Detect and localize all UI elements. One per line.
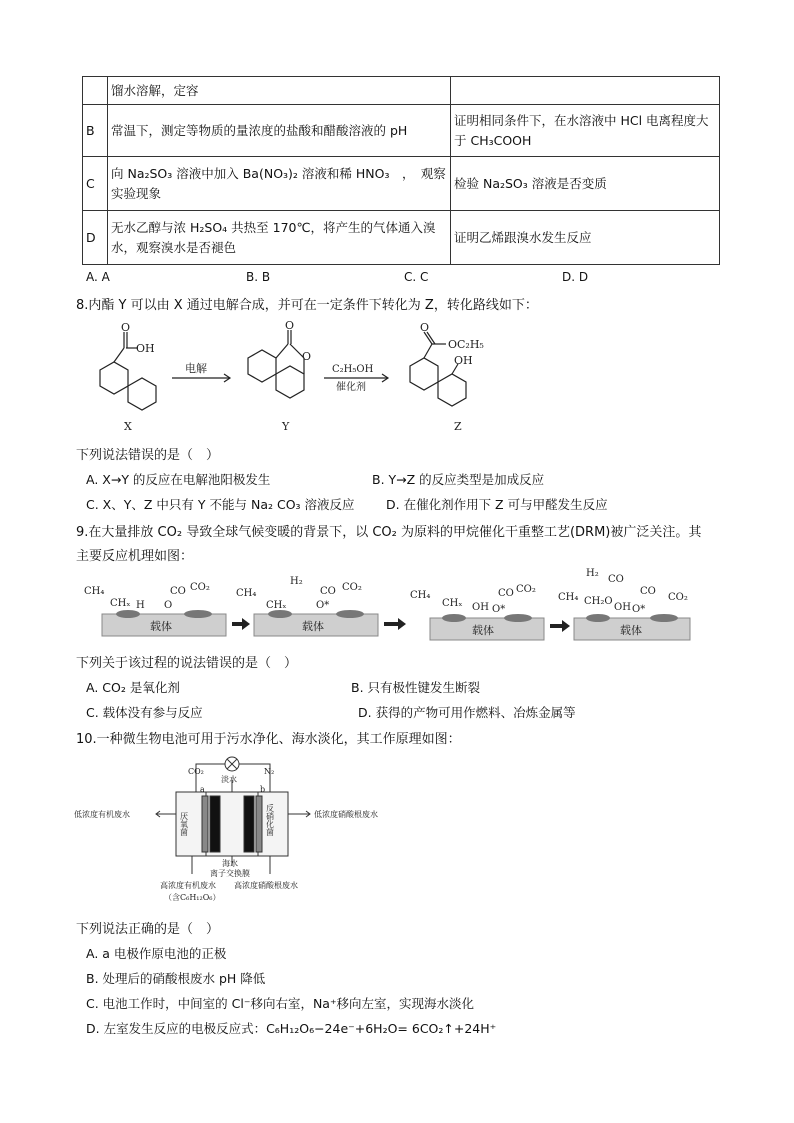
x-o-label: O bbox=[121, 321, 131, 334]
table-row bbox=[83, 77, 720, 105]
y-ring-o-label: O bbox=[302, 350, 312, 363]
table-cell-goal: 证明相同条件下，在水溶液中 HCl 电离程度大于 CH₃COOH bbox=[451, 105, 720, 157]
p3-co: CO bbox=[498, 588, 514, 599]
q9-ask: 下列关于该过程的说法错误的是（ ） bbox=[76, 656, 298, 671]
q7-option-b[interactable]: B. B bbox=[246, 270, 271, 284]
in-left-label: 高浓度有机废水 bbox=[160, 881, 216, 890]
table-row bbox=[83, 105, 720, 157]
q7-option-c[interactable]: C. C bbox=[404, 270, 429, 284]
q9-option-b[interactable]: B. 只有极性键发生断裂 bbox=[351, 680, 481, 695]
q8-option-c[interactable]: C. X、Y、Z 中只有 Y 不能与 Na₂ CO₃ 溶液反应 bbox=[86, 497, 355, 512]
z-o-label: O bbox=[420, 321, 430, 334]
molecule-z bbox=[410, 321, 484, 433]
table-cell-label: B bbox=[83, 105, 108, 157]
table-cell-operation: 向 Na₂SO₃ 溶液中加入 Ba(NO₃)₂ 溶液和稀 HNO₃ ， 观察实验现象 bbox=[108, 157, 451, 211]
table-cell-goal bbox=[451, 77, 720, 105]
q9-option-c[interactable]: C. 载体没有参与反应 bbox=[86, 705, 203, 720]
y-label: Y bbox=[282, 420, 290, 433]
q9-mechanism-diagram bbox=[80, 566, 700, 646]
q8-option-d[interactable]: D. 在催化剂作用下 Z 可与甲醛发生反应 bbox=[386, 497, 608, 512]
table-cell-goal: 检验 Na₂SO₃ 溶液是否变质 bbox=[451, 157, 720, 211]
right-bacteria-label: 反硝化菌 bbox=[265, 804, 275, 836]
p3-oh: OH bbox=[472, 602, 489, 613]
co2-label: CO₂ bbox=[188, 767, 204, 776]
experiment-table bbox=[82, 76, 720, 265]
support-label-4: 载体 bbox=[620, 624, 642, 637]
q9-stem-line1: 9.在大量排放 CO₂ 导致全球气候变暖的背景下，以 CO₂ 为原料的甲烷催化干重整工艺(DRM)被广泛关注。其 bbox=[76, 525, 702, 540]
p3-co2: CO₂ bbox=[516, 584, 536, 595]
p2-co: CO bbox=[320, 586, 336, 597]
q8-reaction-scheme bbox=[70, 318, 530, 436]
p1-chx: CHₓ bbox=[110, 598, 131, 609]
left-bacteria-label: 厌氧菌 bbox=[179, 812, 189, 836]
q9-option-d[interactable]: D. 获得的产物可用作燃料、冶炼金属等 bbox=[358, 705, 576, 720]
molecule-x bbox=[100, 321, 156, 433]
q10-option-d[interactable]: D. 左室发生反应的电极反应式：C₆H₁₂O₆−24e⁻+6H₂O= 6CO₂↑+24H⁺ bbox=[86, 1021, 497, 1036]
arrow-catalyst-label: 催化剂 bbox=[336, 382, 366, 393]
support-label-3: 载体 bbox=[472, 624, 494, 637]
q10-stem: 10.一种微生物电池可用于污水净化、海水淡化，其工作原理如图： bbox=[76, 732, 461, 747]
p2-ch4: CH₄ bbox=[236, 588, 257, 599]
q10-option-c[interactable]: C. 电池工作时，中间室的 Cl⁻移向右室，Na⁺移向左室，实现海水淡化 bbox=[86, 996, 475, 1011]
table-cell-operation: 无水乙醇与浓 H₂SO₄ 共热至 170℃，将产生的气体通入溴水，观察溴水是否褪色 bbox=[108, 211, 451, 265]
z-oh-label: OH bbox=[454, 354, 473, 367]
p4-co2: CO₂ bbox=[668, 592, 688, 603]
p1-ch4: CH₄ bbox=[84, 586, 105, 597]
membrane-label: 离子交换膜 bbox=[210, 869, 250, 878]
z-oet-label: OC₂H₅ bbox=[448, 338, 484, 351]
z-label: Z bbox=[454, 420, 462, 433]
p4-co: CO bbox=[640, 586, 656, 597]
p2-co2: CO₂ bbox=[342, 582, 362, 593]
p4-h2: H₂ bbox=[586, 568, 599, 579]
electrode-a-label: a bbox=[200, 785, 205, 794]
electrode-b-label: b bbox=[260, 785, 266, 794]
q9-stem-line2: 主要反应机理如图： bbox=[76, 549, 194, 564]
table-cell-operation: 馏水溶解，定容 bbox=[108, 77, 451, 105]
p4-oh: OH bbox=[614, 602, 631, 613]
p3-ch4: CH₄ bbox=[410, 590, 431, 601]
table-row bbox=[83, 211, 720, 265]
q10-cell-diagram bbox=[74, 752, 414, 912]
table-row bbox=[83, 157, 720, 211]
q8-stem: 8.内酯 Y 可以由 X 通过电解合成，并可在一定条件下转化为 Z，转化路线如下： bbox=[76, 298, 538, 313]
q9-option-a[interactable]: A. CO₂ 是氧化剂 bbox=[86, 680, 180, 695]
table-cell-label bbox=[83, 77, 108, 105]
q7-option-a[interactable]: A. A bbox=[86, 270, 110, 284]
in-left-formula-label: （含C₆H₁₂O₆） bbox=[164, 893, 221, 902]
x-oh-label: OH bbox=[136, 342, 155, 355]
x-label: X bbox=[124, 420, 132, 433]
q8-option-a[interactable]: A. X→Y 的反应在电解池阳极发生 bbox=[86, 472, 271, 487]
support-label-2: 载体 bbox=[302, 620, 324, 633]
p1-co: CO bbox=[170, 586, 186, 597]
q10-option-a[interactable]: A. a 电极作原电池的正极 bbox=[86, 946, 227, 961]
p1-o: O bbox=[164, 600, 173, 611]
n2-label: N₂ bbox=[264, 767, 275, 776]
left-out-label: 低浓度有机废水 bbox=[74, 810, 130, 819]
p2-h2: H₂ bbox=[290, 576, 303, 587]
support-label-1: 载体 bbox=[150, 620, 172, 633]
molecule-y bbox=[248, 319, 311, 433]
p4-ch4: CH₄ bbox=[558, 592, 579, 603]
seawater-label: 海水 bbox=[222, 859, 238, 868]
arrow-electrolysis-label: 电解 bbox=[185, 362, 207, 375]
p3-o: O* bbox=[492, 604, 506, 615]
q10-ask: 下列说法正确的是（ ） bbox=[76, 922, 220, 937]
table-cell-label: C bbox=[83, 157, 108, 211]
fresh-water-label: 淡水 bbox=[221, 775, 237, 784]
arrow-ethanol-label: C₂H₅OH bbox=[332, 364, 374, 375]
in-right-label: 高浓度硝酸根废水 bbox=[234, 881, 298, 890]
p2-o: O* bbox=[316, 600, 330, 611]
table-cell-goal: 证明乙烯跟溴水发生反应 bbox=[451, 211, 720, 265]
q10-option-b[interactable]: B. 处理后的硝酸根废水 pH 降低 bbox=[86, 971, 266, 986]
right-out-label: 低浓度硝酸根废水 bbox=[314, 810, 378, 819]
p2-chx: CHₓ bbox=[266, 600, 287, 611]
p1-co2: CO₂ bbox=[190, 582, 210, 593]
p4-co-top: CO bbox=[608, 574, 624, 585]
table-cell-operation: 常温下，测定等物质的量浓度的盐酸和醋酸溶液的 pH bbox=[108, 105, 451, 157]
q7-option-d[interactable]: D. D bbox=[562, 270, 589, 284]
p4-ch2o: CH₂O bbox=[584, 596, 613, 607]
q8-option-b[interactable]: B. Y→Z 的反应类型是加成反应 bbox=[372, 472, 545, 487]
p4-o: O* bbox=[632, 604, 646, 615]
table-cell-label: D bbox=[83, 211, 108, 265]
y-o-label: O bbox=[285, 319, 295, 332]
q8-ask: 下列说法错误的是（ ） bbox=[76, 448, 220, 463]
p3-chx: CHₓ bbox=[442, 598, 463, 609]
p1-h: H bbox=[136, 600, 145, 611]
